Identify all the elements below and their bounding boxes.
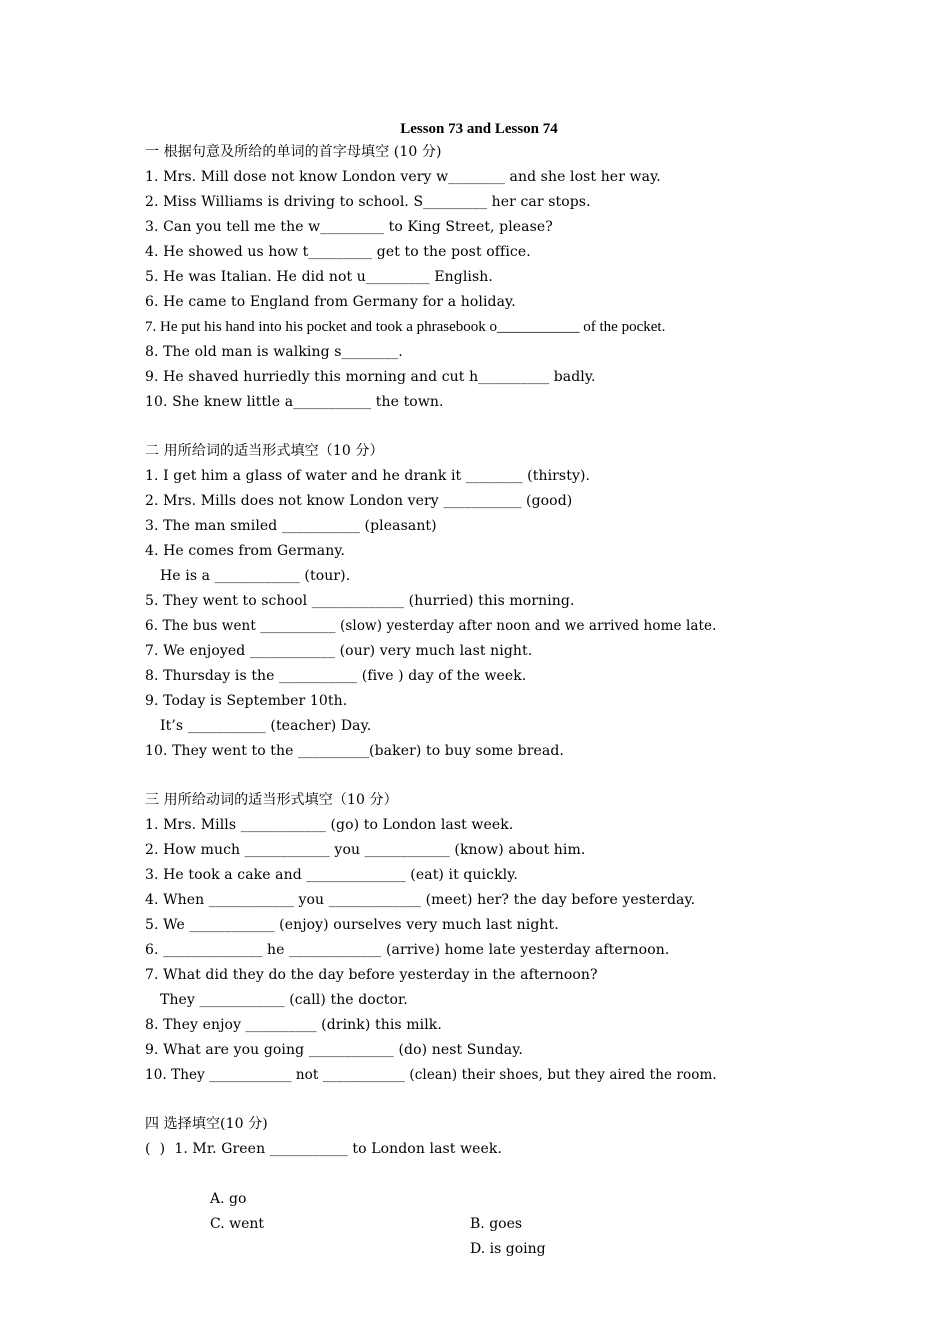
question-line: 7. He put his hand into his pocket and took a phrasebook o___________ of the pocket.: [145, 319, 666, 335]
question-line: ( ) 1. Mr. Green ___________ to London last week.: [145, 1141, 503, 1157]
question-line: 1. Mrs. Mill dose not know London very w________ and she lost her way.: [145, 169, 661, 185]
question-line: 8. Thursday is the ___________ (five ) day of the week.: [145, 668, 527, 684]
question-line: It’s ___________ (teacher) Day.: [160, 718, 372, 734]
section-heading: 二 用所给词的适当形式填空（10 分）: [145, 443, 384, 459]
question-line: 9. He shaved hurriedly this morning and cut h__________ badly.: [145, 369, 596, 385]
question-line: 1. I get him a glass of water and he drank it ________ (thirsty).: [145, 468, 591, 484]
section-heading: 四 选择填空(10 分): [145, 1116, 268, 1132]
question-line: 3. Can you tell me the w_________ to King Street, please?: [145, 219, 553, 235]
question-line: 9. What are you going ____________ (do) nest Sunday.: [145, 1042, 523, 1058]
worksheet-page: [145, 118, 825, 1257]
option-a: A. go: [210, 1191, 247, 1207]
question-line: 7. What did they do the day before yesterday in the afternoon?: [145, 967, 598, 983]
question-line: 2. How much ____________ you ____________ (know) about him.: [145, 842, 586, 858]
question-line: 4. He showed us how t_________ get to the post office.: [145, 244, 531, 260]
section-heading: 三 用所给动词的适当形式填空（10 分）: [145, 792, 398, 808]
section-heading: 一 根据句意及所给的单词的首字母填空 (10 分): [145, 144, 442, 160]
question-line: 10. They went to the __________(baker) to buy some bread.: [145, 743, 564, 759]
question-line: 2. Miss Williams is driving to school. S_________ her car stops.: [145, 194, 591, 210]
option-d: D. is going: [470, 1241, 546, 1257]
section-spacer: [145, 415, 825, 439]
section-spacer: [145, 1088, 825, 1112]
question-line: They ____________ (call) the doctor.: [160, 992, 408, 1008]
question-line: He is a ____________ (tour).: [160, 568, 351, 584]
option-b: B. goes: [470, 1216, 523, 1232]
question-line: 5. We ____________ (enjoy) ourselves very much last night.: [145, 917, 559, 933]
question-line: 8. The old man is walking s________.: [145, 344, 403, 360]
question-line: 2. Mrs. Mills does not know London very ___________ (good): [145, 493, 573, 509]
question-line: 5. He was Italian. He did not u_________ English.: [145, 269, 493, 285]
question-line: 6. He came to England from Germany for a holiday.: [145, 294, 516, 310]
question-line: 10. She knew little a___________ the town.: [145, 394, 444, 410]
question-line: 9. Today is September 10th.: [145, 693, 348, 709]
page-title: Lesson 73 and Lesson 74: [400, 121, 558, 137]
question-line: 8. They enjoy __________ (drink) this milk.: [145, 1017, 442, 1033]
question-line: 10. They ____________ not ____________ (clean) their shoes, but they aired the room.: [145, 1067, 717, 1083]
question-line: 1. Mrs. Mills ____________ (go) to London last week.: [145, 817, 514, 833]
question-line: 3. He took a cake and ______________ (eat) it quickly.: [145, 867, 518, 883]
section-spacer: [145, 764, 825, 788]
option-c: C. went: [210, 1216, 265, 1232]
question-line: 6. ______________ he _____________ (arrive) home late yesterday afternoon.: [145, 942, 670, 958]
question-line: 5. They went to school _____________ (hurried) this morning.: [145, 593, 575, 609]
question-line: 3. The man smiled ___________ (pleasant): [145, 518, 437, 534]
question-line: 4. When ____________ you _____________ (meet) her? the day before yesterday.: [145, 892, 696, 908]
question-line: 6. The bus went ___________ (slow) yesterday after noon and we arrived home late.: [145, 618, 717, 634]
question-line: 4. He comes from Germany.: [145, 543, 346, 559]
question-line: 7. We enjoyed ____________ (our) very much last night.: [145, 643, 533, 659]
